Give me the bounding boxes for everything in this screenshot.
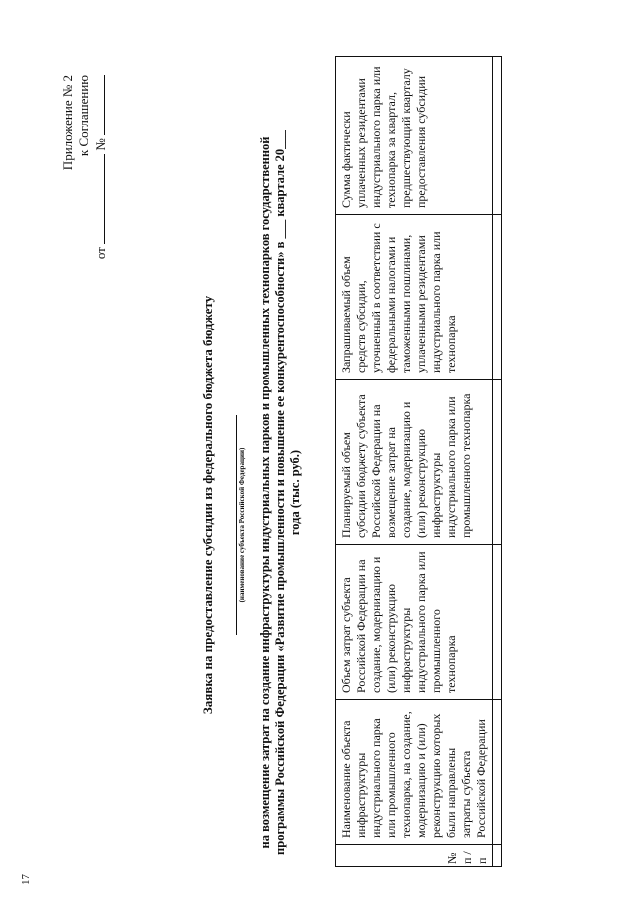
number-blank: [92, 75, 105, 135]
subject-blank-line: [236, 415, 237, 635]
table-header-row: [336, 57, 493, 867]
appendix-line1: Приложение № 2: [60, 75, 75, 171]
page-number: 17: [20, 874, 32, 885]
subject-caption: (наименование субъекта Российской Федерации): [238, 447, 246, 603]
header-object-name: Наименование объекта инфраструктуры индустриального парка или промышленного технопарка, на создание, модернизацию и (или) реконструкцию которых были направлены затраты субъекта Российской Федерации: [336, 700, 493, 845]
table-cell: [493, 57, 502, 215]
table-cell: [493, 845, 502, 867]
appendix-header: [60, 75, 92, 305]
appendix-line2: к Соглашению: [76, 75, 91, 157]
header-planned-subsidy: Планируемый объем субсидии бюджету субъекта Российской Федерации на возмещение затрат на создание, модернизацию и (или) реконструкцию инфраструктуры индустриального парка или промышленного технопарка: [336, 380, 493, 545]
table-cell: [493, 215, 502, 380]
from-label: от: [93, 247, 108, 260]
number-label: №: [93, 138, 108, 151]
header-cost-volume: Объем затрат субъекта Российской Федерации на создание, модернизацию и (или) реконструкцию инфраструктуры индустриального парка или промышленного технопарка: [336, 545, 493, 700]
table-cell: [493, 380, 502, 545]
date-blank: [92, 154, 105, 244]
table-cell: [493, 545, 502, 700]
agreement-date-number-line: [92, 75, 109, 285]
num-header: № п / п: [336, 845, 493, 867]
header-requested-amount: Запрашиваемый объем средств субсидии, уточненный в соответствии с федеральными налогами и таможенными пошлинами, уплаченными резидентами индустриального парка или технопарка: [336, 215, 493, 380]
purpose-text: на возмещение затрат на создание инфраструктуры индустриальных парков и промышленных технопарков государственной программы Российской Федерации «Развитие промышленности и повышение ее конкурентоспособности» в ___ квартале 20___ года (тыс. руб.): [258, 130, 302, 855]
header-actual-paid: Сумма фактически уплаченных резидентами индустриального парка или технопарка за квартал, предшествующий кварталу предоставления субсидии: [336, 57, 493, 215]
table-cell: [493, 700, 502, 845]
table-row: [493, 57, 502, 867]
subsidy-table: [335, 56, 502, 867]
document-title: Заявка на предоставление субсидии из федерального бюджета бюджету: [200, 295, 215, 715]
